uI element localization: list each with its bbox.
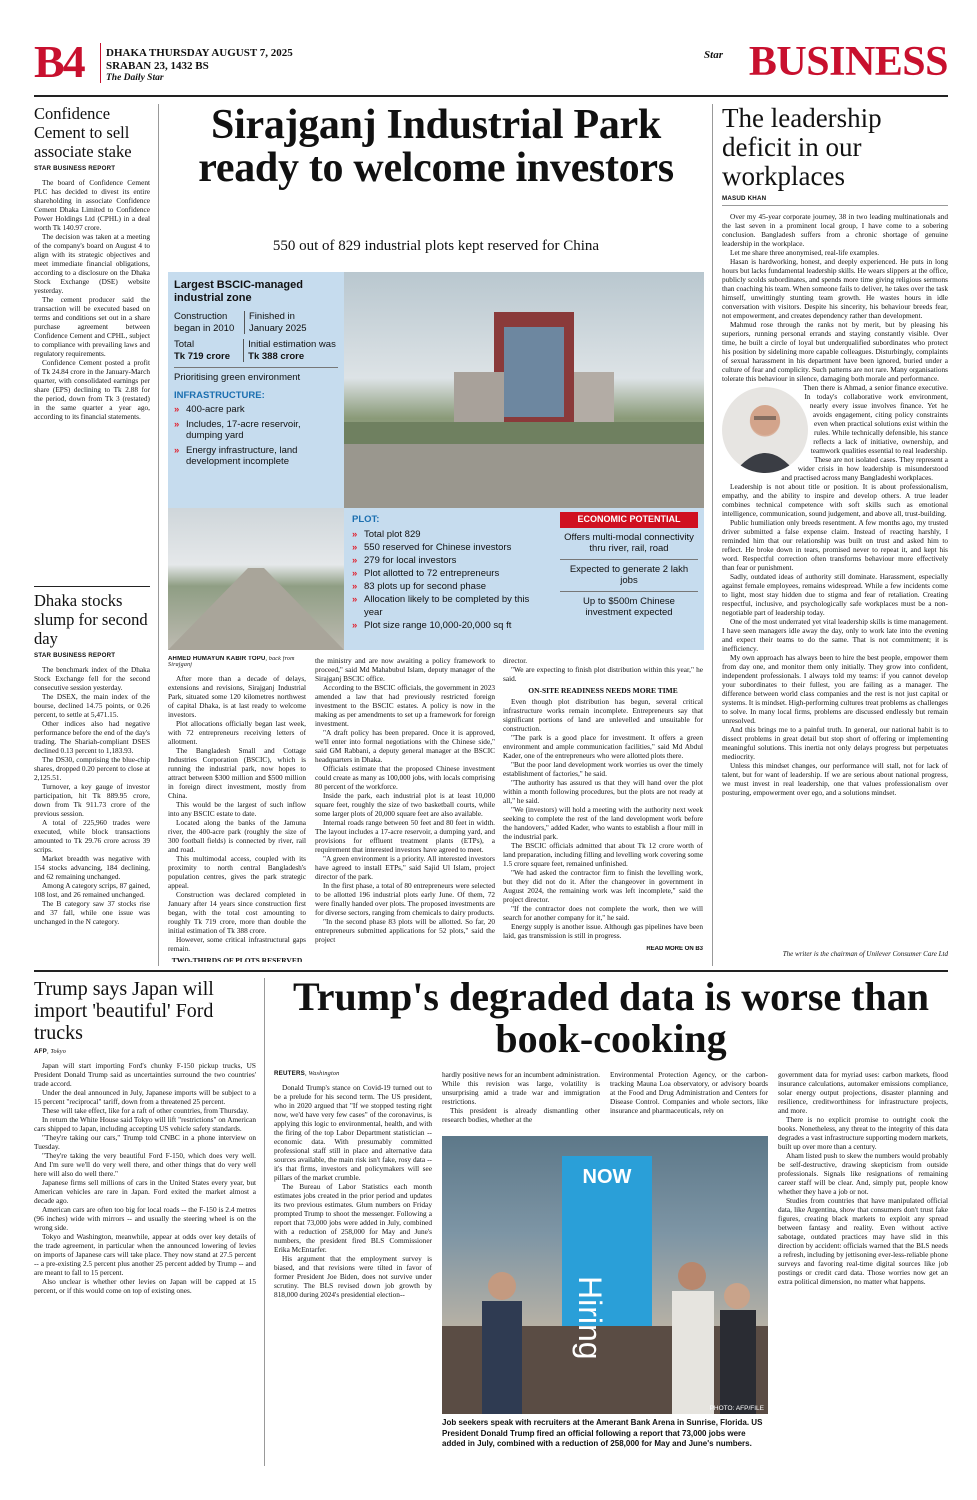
paragraph: Construction was declared completed in January after 14 years since construction first began, with the total cost amounting to roughly Tk 719 crore, more than double the initial estimation of Tk 388 crore. [168,890,306,935]
byline-place: , back from Sirajganj [168,656,295,668]
paragraph: Inside the park, each industrial plot is at least 10,000 square feet, roughly the size of two basketball courts, while some larger plots of 20,000 square feet are also available. [315,791,495,818]
paragraph: The B category saw 37 stocks rise and 37 fall, while one issue was unchanged in the N category. [34,899,150,926]
opinion-column [722,104,948,966]
bottom-main-headline[interactable]: Trump's degraded data is worse than book-cooking [293,976,929,1061]
hiring-photo [442,1136,768,1414]
plot-item: Plot size range 10,000-20,000 sq ft [364,620,512,631]
paragraph: American cars are often too big for local roads -- the F-150 is 2.4 metres (96 inches) wide with mirrors -- and usually the steering wheel is on the wrong side. [34,1205,256,1232]
paragraph: The cement producer said the transaction will be executed based on terms and conditions set out in a share purchase agreement between Confidence Cement and CPHL, subject to compliance with prevailing laws and regulatory requirements. [34,295,150,358]
lead-col-3 [503,656,703,962]
paragraph: Studies from countries that have manipulated official data, like Argentina, show that consumers don't trust fake figures, creating black markets to exploit any spread between fantasy and reality. Even without active sabotage, outdated practices may have slid in this direction by accident: officials warned that the BLS needs a refresh, including by jettisoning ever-less-reliable phone surveys and favoring real-time digital sources like job postings or credit card data. Those worries now get an extra political dimension, no matter what happens. [778,1196,948,1286]
paragraph: A total of 225,960 trades were executed, while block transactions amounted to Tk 29.76 crore across 39 scrips. [34,818,150,854]
paragraph: "If the contractor does not complete the work, then we will search for another company for it," he said. [503,904,703,922]
chevron-icon: » [352,620,358,631]
building-photo [344,272,704,508]
chevron-icon: » [352,529,358,540]
paragraph: Located along the banks of the Jamuna river, the 400-acre park (roughly the size of 300 football fields) is connected by river, rail and road. [168,818,306,854]
paragraph: "But the poor land development work worries us over the timely establishment of factories," he said. [503,760,703,778]
lead-col-1 [168,656,306,962]
paragraph: Energy supply is another issue. Although gas pipelines have been laid, gas transmission is still in progress. [503,922,703,940]
paragraph: This would be the largest of such inflow into any BSCIC estate to date. [168,800,306,818]
infobox-title: Largest BSCIC-managed industrial zone [174,279,303,304]
paragraph: My own approach has always been to hire the best people, empower them from day one, and monitor them only initially. They grow into confident, independent professionals. I always told my teams: if you cannot develop your subordinates to their fullest, you are failing as a manager. The difference between world class companies and the rest is not just capital or systems. It is mindset. High-performing cultures treat problems as challenges to solve. In many local firms, problems are discussed endlessly but remain unresolved. [722,653,948,725]
paragraph: the ministry and are now awaiting a policy framework to proceed," said Md Mahabubul Islam, deputy manager of the Sirajganj BSCIC office. [315,656,495,683]
paragraph: "The authority has assured us that they will hand over the plot within a month following procedures, but the plots are not ready at all," he said. [503,778,703,805]
page-code: B4 [34,36,84,87]
paragraph: "They're taking the very beautiful Ford F-150, which does very well. And I'm sure we'll do very well there, and other things that do very well here will also do well there." [34,1151,256,1178]
econ-item: Offers multi-modal connectivity thru river, rail, road [560,532,698,560]
headline[interactable]: The leadership deficit in our workplaces [722,104,882,191]
paragraph: Unless this mindset changes, our performance will stall, not for lack of talent, but for want of leadership. If we are serious about national progress, we must invest in real leadership, one that values professionalism over posturing, empowerment over ego, and a solutions mindset. [722,761,948,797]
paragraph: Among A category scrips, 87 gained, 108 lost, and 26 remained unchanged. [34,881,150,899]
paragraph: Let me share three anonymised, real-life examples. [730,248,880,257]
chevron-icon: » [174,404,180,415]
lead-subheadline: 550 out of 829 industrial plots kept reserved for China [272,238,600,254]
paragraph: The Bangladesh Small and Cottage Industries Corporation (BSCIC), which is running the industrial park, now hopes to attract between $300 million and $500 million in foreign direct investment, mostly from China. [168,746,306,800]
construction-finish: Finished in January 2025 [244,311,330,334]
paragraph: director. [503,656,528,665]
infra-heading: INFRASTRUCTURE: [174,389,265,401]
chevron-icon: » [174,444,180,456]
chevron-icon: » [174,418,180,430]
economic-box [554,508,704,650]
paragraph: The decision was taken at a meeting of the company's board on August 4 to align with its strategic objectives and meet immediate financial obligations, according to a disclosure on the Dhaka Stock Exchange (DSE) website yesterday. [34,232,150,295]
paragraph: Even though plot distribution has begun, several critical infrastructure works remain incomplete. Entrepreneurs say that significant portions of land are unlevelled and unsuitable for construction. [503,697,703,733]
bottom-left-story [34,978,256,1466]
infra-item: 400-acre park [186,404,245,415]
paragraph: Japanese firms sell millions of cars in the United States every year, but American vehicles are rare in Japan. Ford exited the market almost a decade ago. [34,1178,256,1205]
paragraph: The benchmark index of the Dhaka Stock Exchange fell for the second consecutive session yesterday. [34,665,150,692]
paragraph: This president is already dismantling other research bodies, whether at the [442,1106,600,1124]
paragraph: According to the BSCIC officials, the government in 2023 amended a law that had previously restricted foreign investment to the BSCIC estates. A policy is now in the making as per amendments to set up a framework for foreign investment. [315,683,495,728]
paragraph: One of the most underrated yet vital leadership skills is time management. I have seen managers idle away the day, only to work late into the evening and expect their teams to do the same. That is not commitment; it is inefficiency. [722,617,948,653]
infobox-summary [168,272,344,508]
plot-item: Allocation likely to be completed by this year [364,594,530,618]
paragraph: Under the deal announced in July, Japanese imports will be subject to a 15 percent "reciprocal" tariff, down from a threatened 25 percent. [34,1088,256,1106]
byline: REUTERS [274,1070,305,1077]
infra-item: Energy infrastructure, land development incomplete [186,444,298,467]
econ-item: Up to $500m Chinese investment expected [583,595,675,618]
infra-item: Includes, 17-acre reservoir, dumping yard [186,418,301,441]
paragraph: Market breadth was negative with 154 stocks advancing, 184 declining, and 62 remaining unchanged. [34,854,150,881]
opinion-footnote: The writer is the chairman of Unilever Consumer Care Ltd [782,950,948,958]
paragraph: Over my 45-year corporate journey, 38 in two leading multinationals and the last seven in a prominent local group, I have come to a sobering conclusion. Bangladesh suffers from a chronic shortage of genuine leadership in the workplace. [722,212,948,248]
plot-item: 279 for local investors [364,555,457,566]
paragraph: These will take effect, like for a raft of other countries, from Thursday. [42,1106,249,1115]
paragraph: Donald Trump's stance on Covid-19 turned out to be a prelude for his second term. The US president, who in 2020 argued that "If we stopped testing right now, we'd have very few cases" of the coronavirus, is applying this logic to environmental, health, and with the firing of the top Labor Department statistician -- economic data. With presumably committed professional staff still in place and alternative data sources available, the main risk isn't fake, rosy data -- it's that firms, investors and policymakers will see pillars of the market crumble. [274,1083,432,1182]
paragraph: Also unclear is whether other levies on Japan will be capped at 15 percent, or if this would come on top of existing ones. [34,1277,256,1295]
plot-heading: PLOT: [352,514,380,525]
section-title: BUSINESS [748,39,948,85]
bottom-col-3-top [610,1070,768,1132]
paragraph: government data for myriad uses: carbon markets, flood insurance calculations, automaker emissions compliance, solar energy output projections, disaster planning and resilience, creditworthiness for infrastructure projects, and more. [778,1070,948,1115]
paragraph: "In the second phase 83 plots will be allotted. So far, 20 entrepreneurs submitted applications for 52 plots," said the project [315,917,495,944]
byline: AHMED HUMAYUN KABIR TOPU [168,656,266,662]
masthead [34,35,948,95]
construction-start: Construction began in 2010 [174,311,235,334]
paragraph: The board of Confidence Cement PLC has decided to divest its entire shareholding in associate Confidence Cement Dhaka Limited to Confidence Power Holdings Ltd (CPHL) in a deal worth Tk 140.97 crore. [34,178,150,232]
chevron-icon: » [352,555,358,566]
paragraph: After more than a decade of delays, extensions and revisions, Sirajganj Industrial Park, situated some 120 kilometres northwest of capital Dhaka, is at last ready to welcome investors. [168,674,306,719]
paragraph: hardly positive news for an incumbent administration. While this revision was large, volatility is unsurprising amid a trade war and immigration restrictions. [442,1070,600,1106]
bottom-col-4 [778,1070,948,1466]
paragraph: Hasan is hardworking, honest, and deeply experienced. He puts in long hours but lacks fundamental leadership skills. He wears slippers at the office, publicly scolds subordinates, and spends more time giving religious sermons than coaching his team. When someone fails to deliver, he takes over the task himself, unwittingly stunting team growth. He wastes hours in idle conversation with visitors. Despite his sincerity, his behaviour breeds fear, not empowerment, and creates dependency rather than development. [722,257,948,320]
econ-heading: ECONOMIC POTENTIAL [560,512,698,528]
paragraph: "We are expecting to finish plot distribution within this year," he said. [503,665,703,683]
subhead: ON-SITE READINESS NEEDS MORE TIME [528,686,678,695]
headline[interactable]: Confidence Cement to sell associate stake [34,104,132,161]
paragraph: These are not isolated cases. They represent a wider crisis in how leadership is misunderstood and practised across many Bangladeshi workplaces. [781,455,948,482]
sign-now: NOW [582,1166,632,1188]
paper-name: The Daily Star [106,73,164,83]
paragraph: Officials estimate that the proposed Chinese investment could create as many as 100,000 jobs, with locals comprising 80 percent of the workforce. [315,764,495,791]
paragraph: The DSEX, the main index of the bourse, declined 14.75 points, or 0.26 percent, to settle at 5,471.15. [34,692,150,719]
byline: AFP [34,1048,47,1055]
paragraph: Public humiliation only breeds resentment. A few months ago, my trusted driver submitted a false expense claim. Instead of reacting harshly, I reminded him that our relationship was built on trust and asked him to reflect. He broke down in tears, promised never to repeat it, and kept his word. Respectful correction often transforms behaviour more effectively than fear or punishment. [722,518,948,572]
left-story-confidence [34,104,150,584]
paragraph: The DS30, comprising the blue-chip shares, dropped 0.20 percent to close at 2,125.51. [34,755,150,782]
chevron-icon: » [352,594,358,605]
econ-item: Expected to generate 2 lakh jobs [560,564,698,592]
paragraph: Environmental Protection Agency, or the carbon-tracking Mauna Loa observatory, or advisory boards at the Food and Drug Administration and Centers for Disease Control. Companies and whole sectors, like insurance and pharmaceuticals, rely on [610,1070,768,1115]
paragraph: Aham listed push to skew the numbers would probably be self-destructive, drawing skepticism from outside professionals. Signals like resignations of remaining career staff will be clear. And, simply put, people know whether they have a job or not. [778,1151,948,1196]
total-cost-value: Tk 719 crore [174,350,230,362]
paragraph: "The park is a good place for investment. It offers a green environment and ample communication facilities," said Md Abdul Kader, one of the entrepreneurs who were allotted plots there. [503,733,703,760]
author-photo [722,387,808,473]
byline: MASUD KHAN [722,195,948,206]
headline[interactable]: Dhaka stocks slump for second day [34,591,148,648]
byline: STAR BUSINESS REPORT [34,165,116,172]
paragraph: This multimodal access, coupled with its proximity to north central Bangladesh's population centres, gives the park strategic appeal. [168,854,306,890]
paragraph: "They're taking our cars," Trump told CNBC in a phone interview on Tuesday. [34,1133,256,1151]
photo-credit: PHOTO: AFP/FILE [709,1405,764,1412]
plot-item: Total plot 829 [364,529,421,540]
paragraph: And this brings me to a painful truth. In general, our national habit is to dissect problems in great detail but stop short of offering or implementing meaningful solutions. This inertia not only delays progress but perpetuates mediocrity. [722,725,948,761]
paragraph: His argument that the employment survey is biased, and that revisions were tilted in favor of former President Joe Biden, does not survive under scrutiny. The BLS revised down job growth by 818,000 during 2024's presidential election-- [274,1254,432,1299]
chevron-icon: » [352,581,358,592]
sign-hiring: Hiring [572,1276,608,1360]
estimate-label: Initial estimation was [248,339,336,350]
left-story-stocks [34,591,150,969]
paragraph: Turnover, a key gauge of investor participation, hit Tk 889.95 crore, down from Tk 911.73 crore of the previous session. [34,782,150,818]
photo-caption: Job seekers speak with recruiters at the Amerant Bank Arena in Sunrise, Florida. US President Donald Trump fired an official following a report that 73,000 jobs were added in July, combined with a reduction of 258,000 for May and June's numbers. [442,1418,763,1448]
lead-headline[interactable]: Sirajganj Industrial Park ready to welcome investors [198,104,674,191]
paragraph: Japan will start importing Ford's chunky F-150 pickup trucks, US President Donald Trump said as uncertainties surround the two countries' trade accord. [34,1061,256,1088]
read-more-link[interactable]: READ MORE ON B3 [646,946,703,952]
estimate-value: Tk 388 crore [248,350,305,362]
plot-box [344,508,554,650]
chevron-icon: » [352,568,358,579]
lead-col-2 [315,656,495,962]
paragraph: Confidence Cement posted a profit of Tk 24.84 crore in the January-March quarter, with consolidated earnings per share (EPS) declining to Tk 2.88 for the period, down from Tk 3 (restated) in the same quarter a year ago, according to its financial statements. [34,358,150,421]
plot-item: 550 reserved for Chinese investors [364,542,512,553]
paragraph: Leadership is not about title or position. It is about professionalism, empathy, and the ability to inspire and develop others. A true leader combines technical competence with soft skills such as emotional intelligence, communication, sound judgement, and above all, trust-building. [722,482,948,518]
plot-item: Plot allotted to 72 entrepreneurs [364,568,500,579]
building-illustration [344,272,704,508]
paragraph: Sadly, outdated ideas of authority still dominate. Harassment, especially against female employees, remains widespread. While a few incidents come to light, most stay hidden due to stigma and fear of retaliation. Creating respectful, inclusive, and psychologically safe workplaces must be a non-negotiable part of leadership today. [722,572,948,617]
paragraph: In return the White House said Tokyo will lift "restrictions" on American cars shipped to Japan, including accepting US vehicle safety standards. [34,1115,256,1133]
paragraph: Mahmud rose through the ranks not by merit, but by pleasing his superiors, running personal errands and staying constantly visible. Over time, he built a circle of loyal but underqualified subordinates who protect his position by sidelining more capable colleagues. Disturbingly, complaints of sexual harassment in his department have been ignored, buried under a culture of fear and complicity. Such patterns are not rare. Many organisations tolerate this behaviour in silence, damaging both morale and performance. [722,320,948,383]
road-photo [168,508,344,650]
paragraph: Then there is Ahmad, a senior finance executive. In today's collaborative work environment, nearly every issue involves finance. Yet he avoids engagement, citing policy constraints even when practical solutions exist within the rules. While technically defensible, his stance reflects a lack of initiative, ownership, and teamwork qualities essential to real leadership. [803,383,948,455]
paragraph: Tokyo and Washington, meanwhile, appear at odds over key details of the trade agreement, in particular when the announced lowering of levies on imports of Japanese cars will take place. They now stand at 27.5 percent -- a pre-existing 2.5 percent plus another 25 percent added by Trump -- and are meant to fall to 15 percent. [34,1232,256,1277]
paragraph: Internal roads range between 50 feet and 80 feet in width. The layout includes a 17-acre reservoir, a dumping yard, and provisions for effluent treatment plants (ETPs), a requirement that interested investors have agreed to meet. [315,818,495,854]
chevron-icon: » [352,542,358,553]
byline: STAR BUSINESS REPORT [34,652,116,659]
subhead: TWO-THIRDS OF PLOTS RESERVED [171,956,303,962]
paragraph: There is no explicit promise to outright cook the books. Nonetheless, any threat to the integrity of this data degrades a vast infrastructure supporting modern markets, built up over more than a century. [778,1115,948,1151]
section-mark: Star [704,49,723,61]
date-line: DHAKA THURSDAY AUGUST 7, 2025 [106,47,293,59]
byline-place: , Washington [304,1070,340,1077]
paragraph: Plot allocations officially began last week, with 72 entrepreneurs receiving letters of allotment. [168,719,306,746]
paragraph: However, some critical infrastructural gaps remain. [168,935,306,953]
paragraph: "We had asked the contractor firm to finish the levelling work, but they did not do it. After the changeover in government in August 2024, the remaining work was left incomplete," said the project director. [503,868,703,904]
paragraph: In the first phase, a total of 80 entrepreneurs were selected to be allotted 196 industrial plots early June. Of them, 72 were finally handed over plots. The proposed investments are for diverse sectors, ranging from chemicals to dairy products. [315,881,495,917]
paragraph: "We (investors) will hold a meeting with the authority next week seeking to complete the rest of the land development work before the handovers," added Kader, who wants to establish a flour mill in the industrial park. [503,805,703,841]
bangla-date: SRABAN 23, 1432 BS [106,60,209,72]
total-cost-label: Total [174,339,195,350]
bottom-col-1 [274,1070,432,1466]
road-illustration [168,508,344,650]
paragraph: The Bureau of Labor Statistics each month estimates jobs created in the prior period and updates its two previous estimates. Glum numbers on Friday prompted Trump to shoot the messenger. Following a report that 73,000 jobs were added in July, combined with a reduction of 258,000 for May and June's numbers, the president fired BLS Commissioner Erika McEntarfer. [274,1182,432,1254]
bottom-col-2-top [442,1070,600,1132]
green-priority: Prioritising green environment [174,367,338,384]
author-portrait [722,387,808,473]
plot-item: 83 plots up for second phase [364,581,487,592]
infographic [168,272,704,650]
paragraph: "A green environment is a priority. All interested investors have agreed to install ETPs," said Sajid Ul Islam, project director of the park. [315,854,495,881]
headline[interactable]: Trump says Japan will import 'beautiful' Ford trucks [34,978,214,1044]
paragraph: The BSCIC officials admitted that about Tk 12 crore worth of land preparation, including filling and levelling work covering some 1.5 crore square feet, remained unfinished. [503,841,703,868]
paragraph: "A draft policy has been prepared. Once it is approved, we'll enter into formal negotiations with the Chinese side," said GM Rabbani, a deputy general manager at the BSCIC headquarters in Dhaka. [315,728,495,764]
paragraph: Other indices also had negative performance before the end of the day's trading. The Shariah-compliant DSES declined 0.13 percent to 1,183.93. [34,719,150,755]
byline-place: , Tokyo [46,1048,67,1055]
